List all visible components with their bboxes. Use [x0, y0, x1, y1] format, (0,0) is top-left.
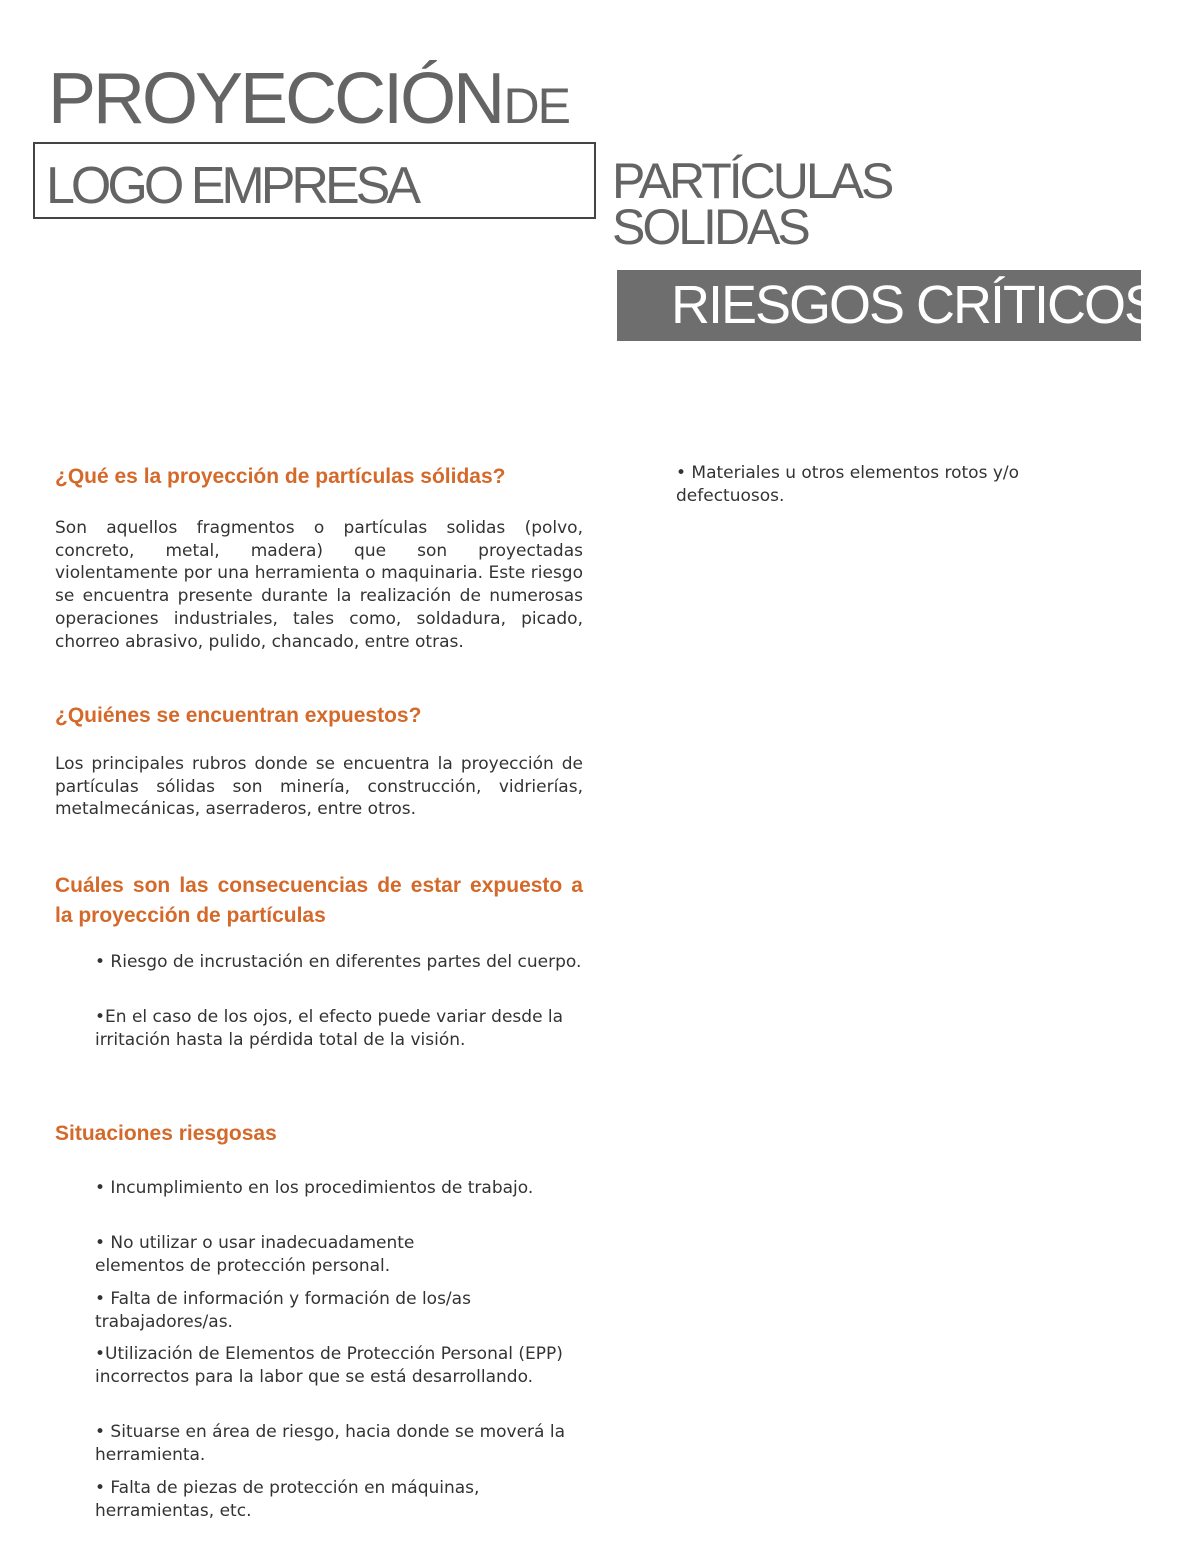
situation-item: • Falta de información y formación de los/as trabajadores/as.: [95, 1289, 471, 1332]
situation-item: • Situarse en área de riesgo, hacia donde se moverá la herramienta.: [95, 1422, 565, 1465]
situation-item: • Incumplimiento en los procedimientos de trabajo.: [95, 1178, 534, 1198]
section-body-who: Los principales rubros donde se encuentra la proyección de partículas sólidas son minería, construcción, vidrierías, metalmecánicas, aserraderos, entre otros.: [55, 754, 583, 820]
consequence-item: •En el caso de los ojos, el efecto puede variar desde la irritación hasta la pérdida total de la visión.: [95, 1007, 564, 1050]
section-heading-consequences: Cuáles son las consecuencias de estar expuesto a la proyección de partículas: [55, 874, 583, 927]
section-heading-what: ¿Qué es la proyección de partículas sólidas?: [55, 465, 506, 488]
situation-item: •Utilización de Elementos de Protección Personal (EPP) incorrectos para la labor que se está desarrollando.: [95, 1344, 563, 1387]
document-title: [48, 58, 569, 140]
title-main-word: PROYECCIÓN: [48, 59, 503, 139]
logo-placeholder-text: LOGO EMPRESA: [46, 157, 417, 215]
title-de-word: DE: [503, 78, 569, 134]
subtitle-line-2: SOLIDAS: [612, 199, 808, 255]
document-subtitle: [612, 153, 892, 255]
right-column-item: • Materiales u otros elementos rotos y/o defectuosos.: [676, 463, 1020, 506]
section-heading-who: ¿Quiénes se encuentran expuestos?: [55, 704, 422, 727]
section-body-what: Son aquellos fragmentos o partículas solidas (polvo, concreto, metal, madera) que son proyectadas violentamente por una herramienta o maquinaria. Este riesgo se encuentra presente durante la realización de numerosas operaciones industriales, tales como, soldadura, picado, chorreo abrasivo, pulido, chancado, entre otras.: [55, 518, 583, 652]
consequence-item: • Riesgo de incrustación en diferentes partes del cuerpo.: [95, 952, 582, 972]
section-heading-situations: Situaciones riesgosas: [55, 1122, 277, 1145]
situation-item: • Falta de piezas de protección en máquinas, herramientas, etc.: [95, 1478, 480, 1521]
subtitle-line-1: PARTÍCULAS: [612, 153, 892, 209]
situation-item: • No utilizar o usar inadecuadamente elementos de protección personal.: [95, 1233, 415, 1276]
critical-risks-banner-text: RIESGOS CRÍTICOS: [671, 275, 1159, 335]
